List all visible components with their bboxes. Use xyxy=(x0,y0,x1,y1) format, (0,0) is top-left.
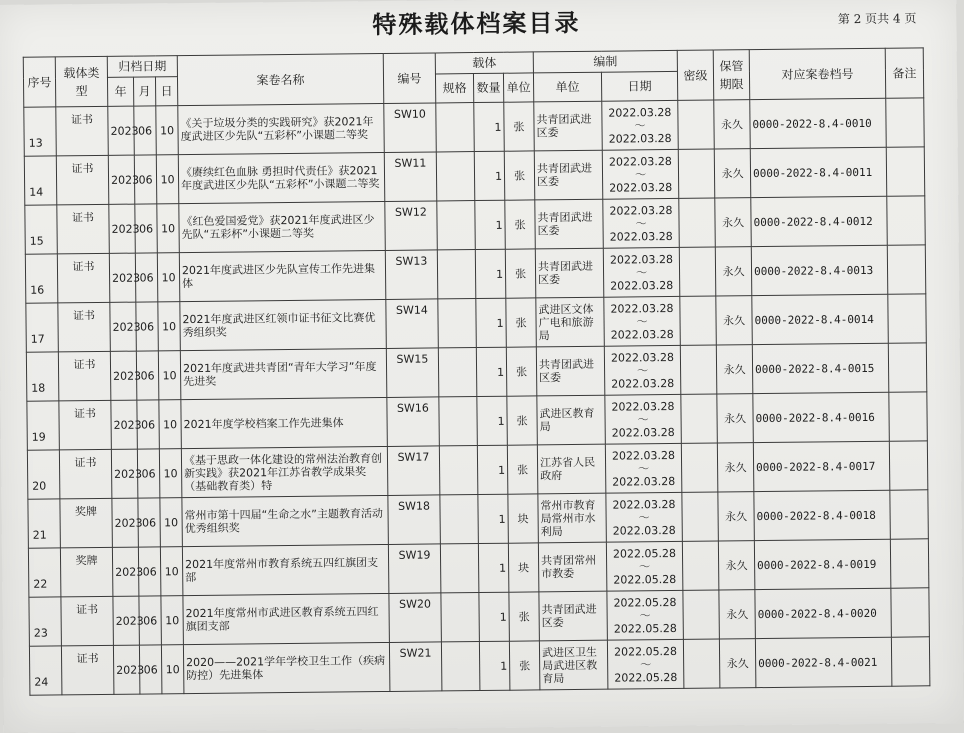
spec-cell xyxy=(436,103,475,152)
remark-cell xyxy=(889,441,928,490)
unit-cell: 张 xyxy=(505,200,536,249)
code-cell: SW20 xyxy=(389,593,442,643)
header-remark: 备注 xyxy=(885,48,924,98)
qty-cell: 1 xyxy=(478,543,509,592)
type-cell: 奖牌 xyxy=(60,547,113,597)
qty-cell: 1 xyxy=(477,396,508,445)
header-carrier: 载体 xyxy=(435,52,533,74)
retention-cell: 永久 xyxy=(714,100,751,149)
seq-cell: 23 xyxy=(29,597,62,646)
header-retention: 保管期限 xyxy=(713,50,750,100)
seq-cell: 15 xyxy=(25,205,58,254)
ref-cell: 0000-2022-8.4-0012 xyxy=(751,196,888,246)
type-cell: 证书 xyxy=(58,302,111,352)
unit-cell: 张 xyxy=(509,592,540,641)
title-cell: 《赓续红色血脉 勇担时代责任》获2021年度武进区少先队“五彩杯”小课题二等奖 xyxy=(178,152,385,203)
org-cell: 武进区教育局 xyxy=(537,395,606,445)
year-cell: 2023 xyxy=(113,596,140,645)
qty-cell: 1 xyxy=(477,445,508,494)
day-cell: 10 xyxy=(161,645,184,694)
seq-cell: 16 xyxy=(25,254,58,303)
remark-cell xyxy=(888,294,927,343)
title-cell: 2020——2021学年学校卫生工作（疾病防控）先进集体 xyxy=(183,642,390,693)
month-cell: 06 xyxy=(139,645,162,694)
type-cell: 证书 xyxy=(56,106,109,156)
header-title: 案卷名称 xyxy=(177,53,384,105)
seq-cell: 18 xyxy=(26,352,59,401)
remark-cell xyxy=(890,539,929,588)
date-cell: 2022.03.28 ～ 2022.03.28 xyxy=(602,100,679,150)
spec-cell xyxy=(441,593,480,642)
ref-cell: 0000-2022-8.4-0010 xyxy=(750,98,887,148)
retention-cell: 永久 xyxy=(716,296,753,345)
page-number: 第 2 页共 4 页 xyxy=(837,11,917,27)
qty-cell: 1 xyxy=(479,592,510,641)
ref-cell: 0000-2022-8.4-0015 xyxy=(752,343,889,393)
spec-cell xyxy=(440,544,479,593)
type-cell: 证书 xyxy=(61,645,114,695)
date-cell: 2022.05.28 ～ 2022.05.28 xyxy=(607,590,684,640)
year-cell: 2023 xyxy=(110,351,137,400)
date-cell: 2022.05.28 ～ 2022.05.28 xyxy=(606,541,683,591)
retention-cell: 永久 xyxy=(719,590,756,639)
spec-cell xyxy=(437,201,476,250)
qty-cell: 1 xyxy=(474,151,505,200)
month-cell: 06 xyxy=(138,547,161,596)
qty-cell: 1 xyxy=(475,249,506,298)
secret-cell xyxy=(682,541,719,590)
catalog-table xyxy=(23,47,931,695)
type-cell: 证书 xyxy=(57,204,110,254)
header-code: 编号 xyxy=(383,53,436,104)
org-cell: 共青团常州市教委 xyxy=(538,542,607,592)
org-cell: 江苏省人民政府 xyxy=(537,444,606,494)
month-cell: 06 xyxy=(136,351,159,400)
year-cell: 2023 xyxy=(109,253,136,302)
type-cell: 奖牌 xyxy=(60,498,113,548)
qty-cell: 1 xyxy=(478,494,509,543)
code-cell: SW15 xyxy=(386,348,439,398)
title-cell: 2021年度常州市武进区教育系统五四红旗团支部 xyxy=(183,593,390,644)
spec-cell xyxy=(441,642,480,691)
month-cell: 06 xyxy=(134,106,157,155)
remark-cell xyxy=(890,490,929,539)
year-cell: 2023 xyxy=(108,155,135,204)
month-cell: 06 xyxy=(136,302,159,351)
header-archive-date: 归档日期 xyxy=(107,56,177,78)
org-cell: 共青团武进区委 xyxy=(534,150,603,200)
retention-cell: 永久 xyxy=(718,492,755,541)
remark-cell xyxy=(888,343,927,392)
day-cell: 10 xyxy=(159,449,182,498)
title-cell: 《红色爱国爱党》获2021年度武进区少先队“五彩杯”小课题二等奖 xyxy=(179,201,386,252)
title-cell: 常州市第十四届“生命之水”主题教育活动优秀组织奖 xyxy=(182,495,389,546)
title-cell: 2021年度武进区红领巾证书征文比赛优秀组织奖 xyxy=(180,299,387,350)
header-spec: 规格 xyxy=(435,74,473,103)
retention-cell: 永久 xyxy=(715,198,752,247)
day-cell: 10 xyxy=(158,302,181,351)
remark-cell xyxy=(887,245,926,294)
header-unit: 单位 xyxy=(503,73,533,102)
spec-cell xyxy=(439,397,478,446)
remark-cell xyxy=(889,392,928,441)
ref-cell: 0000-2022-8.4-0019 xyxy=(754,539,891,589)
spec-cell xyxy=(440,495,479,544)
org-cell: 武进区卫生局武进区教育局 xyxy=(539,640,608,690)
month-cell: 06 xyxy=(134,155,157,204)
ref-cell: 0000-2022-8.4-0017 xyxy=(753,441,890,491)
type-cell: 证书 xyxy=(58,351,111,401)
date-cell: 2022.03.28 ～ 2022.03.28 xyxy=(602,149,679,199)
date-cell: 2022.03.28 ～ 2022.03.28 xyxy=(605,394,682,444)
month-cell: 06 xyxy=(137,449,160,498)
page-title: 特殊载体档案目录 xyxy=(372,7,581,40)
title-cell: 《基于思政一体化建设的常州法治教育创新实践》获2021年江苏省教学成果奖（基础教育类）特 xyxy=(181,446,388,497)
retention-cell: 永久 xyxy=(717,443,754,492)
secret-cell xyxy=(679,247,716,296)
header-qty: 数量 xyxy=(473,73,503,102)
date-cell: 2022.03.28 ～ 2022.03.28 xyxy=(604,345,681,395)
unit-cell: 张 xyxy=(504,151,535,200)
spec-cell xyxy=(438,348,477,397)
date-cell: 2022.03.28 ～ 2022.03.28 xyxy=(605,443,682,493)
date-cell: 2022.03.28 ～ 2022.03.28 xyxy=(603,198,680,248)
year-cell: 2023 xyxy=(111,400,138,449)
seq-cell: 24 xyxy=(29,646,62,695)
spec-cell xyxy=(439,446,478,495)
retention-cell: 永久 xyxy=(717,394,754,443)
seq-cell: 14 xyxy=(24,156,57,205)
title-cell: 《关于垃圾分类的实践研究》获2021年度武进区少先队“五彩杯”小课题二等奖 xyxy=(178,103,385,154)
secret-cell xyxy=(682,492,719,541)
org-cell: 共青团武进区委 xyxy=(535,199,604,249)
unit-cell: 张 xyxy=(506,347,537,396)
seq-cell: 21 xyxy=(28,499,61,548)
title-cell: 2021年度武进区少先队宣传工作先进集体 xyxy=(179,250,386,301)
qty-cell: 1 xyxy=(474,102,505,151)
unit-cell: 块 xyxy=(508,543,539,592)
date-cell: 2022.03.28 ～ 2022.03.28 xyxy=(603,247,680,297)
title-cell: 2021年度学校档案工作先进集体 xyxy=(181,397,388,448)
code-cell: SW11 xyxy=(384,152,437,202)
spec-cell xyxy=(437,250,476,299)
type-cell: 证书 xyxy=(61,596,114,646)
type-cell: 证书 xyxy=(57,253,110,303)
secret-cell xyxy=(680,345,717,394)
org-cell: 共青团武进区委 xyxy=(536,346,605,396)
day-cell: 10 xyxy=(157,253,180,302)
secret-cell xyxy=(679,198,716,247)
org-cell: 共青团武进区委 xyxy=(539,591,608,641)
year-cell: 2023 xyxy=(111,449,138,498)
unit-cell: 张 xyxy=(504,102,535,151)
ref-cell: 0000-2022-8.4-0014 xyxy=(752,294,889,344)
header-seq: 序号 xyxy=(23,57,56,107)
header-day: 日 xyxy=(155,77,177,106)
remark-cell xyxy=(886,98,925,147)
secret-cell xyxy=(683,639,720,688)
org-cell: 共青团武进区委 xyxy=(534,101,603,151)
remark-cell xyxy=(891,637,930,686)
ref-cell: 0000-2022-8.4-0021 xyxy=(755,637,892,687)
title-cell: 2021年度武进共青团“青年大学习”年度先进奖 xyxy=(180,348,387,399)
header-date: 日期 xyxy=(601,71,677,101)
header-compile: 编制 xyxy=(533,50,677,73)
secret-cell xyxy=(678,149,715,198)
table-row xyxy=(29,637,929,695)
day-cell: 10 xyxy=(157,204,180,253)
code-cell: SW21 xyxy=(389,642,442,692)
year-cell: 2023 xyxy=(110,302,137,351)
org-cell: 武进区文体广电和旅游局 xyxy=(536,297,605,347)
seq-cell: 17 xyxy=(26,303,59,352)
code-cell: SW17 xyxy=(387,446,440,496)
year-cell: 2023 xyxy=(112,547,139,596)
day-cell: 10 xyxy=(160,498,183,547)
secret-cell xyxy=(681,394,718,443)
month-cell: 06 xyxy=(139,596,162,645)
retention-cell: 永久 xyxy=(715,247,752,296)
remark-cell xyxy=(891,588,930,637)
unit-cell: 张 xyxy=(509,641,540,690)
ref-cell: 0000-2022-8.4-0020 xyxy=(755,588,892,638)
header-year: 年 xyxy=(107,77,133,106)
org-cell: 常州市教育局常州市水利局 xyxy=(538,493,607,543)
title-cell: 2021年度常州市教育系统五四红旗团支部 xyxy=(182,544,389,595)
date-cell: 2022.03.28 ～ 2022.03.28 xyxy=(606,492,683,542)
qty-cell: 1 xyxy=(476,298,507,347)
code-cell: SW12 xyxy=(385,201,438,251)
ref-cell: 0000-2022-8.4-0011 xyxy=(750,147,887,197)
qty-cell: 1 xyxy=(475,200,506,249)
month-cell: 06 xyxy=(135,253,158,302)
code-cell: SW13 xyxy=(385,250,438,300)
day-cell: 10 xyxy=(156,106,179,155)
spec-cell xyxy=(436,152,475,201)
date-cell: 2022.05.28 ～ 2022.05.28 xyxy=(607,639,684,689)
remark-cell xyxy=(887,196,926,245)
month-cell: 06 xyxy=(135,204,158,253)
retention-cell: 永久 xyxy=(718,541,755,590)
unit-cell: 块 xyxy=(508,494,539,543)
spec-cell xyxy=(438,299,477,348)
code-cell: SW18 xyxy=(388,495,441,545)
ref-cell: 0000-2022-8.4-0016 xyxy=(753,392,890,442)
month-cell: 06 xyxy=(137,400,160,449)
day-cell: 10 xyxy=(159,400,182,449)
org-cell: 共青团武进区委 xyxy=(535,248,604,298)
type-cell: 证书 xyxy=(59,449,112,499)
secret-cell xyxy=(680,296,717,345)
retention-cell: 永久 xyxy=(719,639,756,688)
header-org: 单位 xyxy=(533,72,601,102)
year-cell: 2023 xyxy=(112,498,139,547)
secret-cell xyxy=(683,590,720,639)
day-cell: 10 xyxy=(160,547,183,596)
date-cell: 2022.03.28 ～ 2022.03.28 xyxy=(604,296,681,346)
code-cell: SW14 xyxy=(386,299,439,349)
secret-cell xyxy=(681,443,718,492)
unit-cell: 张 xyxy=(506,298,537,347)
header-secret: 密级 xyxy=(677,50,714,100)
seq-cell: 20 xyxy=(27,450,60,499)
header-type: 载体类型 xyxy=(55,56,108,107)
day-cell: 10 xyxy=(161,596,184,645)
ref-cell: 0000-2022-8.4-0018 xyxy=(754,490,891,540)
unit-cell: 张 xyxy=(505,249,536,298)
day-cell: 10 xyxy=(156,155,179,204)
retention-cell: 永久 xyxy=(714,149,751,198)
seq-cell: 19 xyxy=(27,401,60,450)
unit-cell: 张 xyxy=(507,445,538,494)
day-cell: 10 xyxy=(158,351,181,400)
header-month: 月 xyxy=(133,77,155,106)
qty-cell: 1 xyxy=(476,347,507,396)
secret-cell xyxy=(678,100,715,149)
seq-cell: 22 xyxy=(28,548,61,597)
code-cell: SW19 xyxy=(388,544,441,594)
ref-cell: 0000-2022-8.4-0013 xyxy=(751,245,888,295)
retention-cell: 永久 xyxy=(716,345,753,394)
remark-cell xyxy=(886,147,925,196)
seq-cell: 13 xyxy=(24,107,57,156)
qty-cell: 1 xyxy=(479,641,510,690)
code-cell: SW16 xyxy=(387,397,440,447)
unit-cell: 张 xyxy=(507,396,538,445)
year-cell: 2023 xyxy=(113,645,140,694)
type-cell: 证书 xyxy=(56,155,109,205)
month-cell: 06 xyxy=(138,498,161,547)
type-cell: 证书 xyxy=(59,400,112,450)
year-cell: 2023 xyxy=(109,204,136,253)
code-cell: SW10 xyxy=(384,103,437,153)
header-ref: 对应案卷档号 xyxy=(749,48,886,99)
year-cell: 2023 xyxy=(108,106,135,155)
